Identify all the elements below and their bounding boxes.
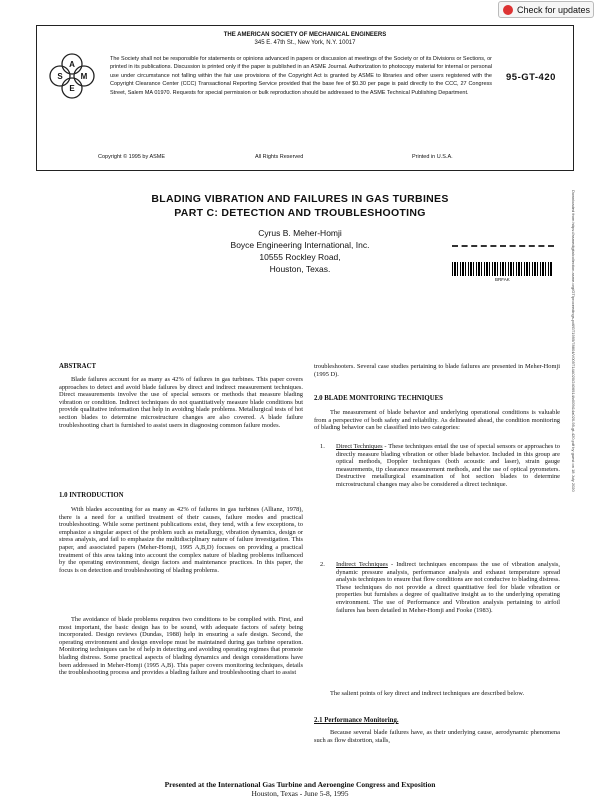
direct-techniques-text: - These techniques entail the use of special sensors or approaches to directly measure blading vibration or other blade behavior. Included in this group are optical methods, Doppler techniques (both acoustic and laser), strain gauge measurements, tip clearance measurement methods, and the use of optical pyrometers. Destructive metallurgical examination of hot section blades to determine microstructural changes may also be considered a direct technique.	[336, 443, 560, 488]
asme-header-box	[36, 25, 574, 171]
list-item-indirect-techniques	[336, 561, 560, 614]
monitoring-paragraph-2: The salient points of key direct and indirect techniques are described below.	[330, 690, 525, 697]
author-street: 10555 Rockley Road,	[259, 252, 341, 262]
check-for-updates-button[interactable]	[498, 1, 594, 18]
list-item-direct-techniques	[336, 443, 560, 489]
crossmark-icon	[503, 5, 513, 15]
performance-monitoring-text: Because several blade failures have, as their underlying cause, aerodynamic phenomena such as flow distortion, stalls,	[314, 729, 560, 744]
monitoring-heading: 2.0 BLADE MONITORING TECHNIQUES	[314, 395, 443, 402]
introduction-heading: 1.0 INTRODUCTION	[59, 492, 124, 499]
barcode-label: BRFAK	[495, 277, 510, 282]
paper-title-line-2: PART C: DETECTION AND TROUBLESHOOTING	[174, 207, 426, 219]
author-city: Houston, Texas.	[269, 264, 331, 274]
indirect-techniques-title: Indirect Techniques	[336, 561, 388, 568]
list-number-2: 2.	[320, 561, 325, 568]
rights-reserved: All Rights Reserved	[255, 154, 304, 160]
author-name: Cyrus B. Meher-Homji	[258, 228, 342, 238]
abstract-text: Blade failures account for as many as 42% of failures in gas turbines. This paper covers approaches to detect and avoid blade failures by direct and indirect measurement techniques. Direct measurements involve the use of special sensors or methods that measure blading vibration or condition. Indirect techniques do not quantitatively measure blade conditions but provide qualitative information that help in avoiding blade problems. Metallurgical tests of hot section blades to determine microstructure changes are also covered. A blade failure troubleshooting chart is furnished to assist users in diagnosing common failure modes.	[59, 376, 303, 429]
performance-monitoring-heading	[314, 717, 399, 724]
author-org: Boyce Engineering International, Inc.	[230, 240, 370, 250]
asme-logo	[44, 48, 100, 104]
download-sidebar	[568, 190, 576, 650]
paper-title-line-1: BLADING VIBRATION AND FAILURES IN GAS TURBINES	[151, 193, 449, 205]
copyright-notice: The Society shall not be responsible for statements or opinions advanced in papers or discussion at meetings of the Society or of its Divisions or Sections, or printed in its publications. Discussion is printed only if the paper is published in an ASME Journal. Authorization to photocopy material for internal or personal use under circumstance not falling within the fair use provisions of the Copyright Act is granted by ASME to libraries and other users registered with the Copyright Clearance Center (CCC) Transactional Reporting Service provided that the base fee of $0.30 per page is paid directly to the CCC, 27 Congress Street, Salem MA 01970. Requests for special permission or bulk reproduction should be addressed to the ASME Technical Publishing Department.	[110, 56, 492, 96]
logo-letter-e: E	[69, 84, 75, 93]
barcode	[452, 262, 552, 276]
intro-continued-text: troubleshooters. Several case studies pertaining to blade failures are presented in Meher-Homji (1995 D).	[314, 363, 560, 378]
logo-letter-a: A	[69, 60, 75, 69]
introduction-paragraph-1: With blades accounting for as many as 42% of failures in gas turbines (Allianz, 1978), there is a need for a unified treatment of their causes, failure modes and practical troubleshooting. While some pertinent publications exist, they tend, with a few exceptions, to emphasize a singular aspect of the problem such as metallurgy, vibration dynamics, design or stress analysis, and fail to emphasize the multidisciplinary nature of failure investigation. This paper, and associated papers (Meher-Homji, 1995 A,B,D) focuses on providing a practical treatment of this area taking into account the complex nature of blading problems influenced by the operating environment, design factors and maintenance practices. In this paper, the focus is on detection and troubleshooting of blading problems.	[59, 506, 303, 574]
conference-footer-line-2: Houston, Texas - June 5-8, 1995	[251, 789, 349, 798]
check-for-updates-label: Check for updates	[517, 4, 591, 15]
logo-letter-s: S	[57, 72, 63, 81]
abstract-heading: ABSTRACT	[59, 363, 97, 370]
direct-techniques-title: Direct Techniques	[336, 443, 383, 450]
logo-letter-m: M	[80, 72, 88, 81]
performance-monitoring-title: 2.1 Performance Monitoring.	[314, 717, 399, 724]
indirect-techniques-text: - Indirect techniques encompass the use of vibration analysis, dynamic pressure analysis, performance analysis and exhaust temperature spread analysis techniques to ensure that flow conditions are not conducive to blading distress. These techniques do not provide a direct quantitative feel for blade vibration or properties but furnishes a degree of qualitative insight as to the underlying operating environment. The use of Performance and Vibration analysis pertaining to airfoil failures has been detailed in Meher-Homji and Fooke (1983).	[336, 561, 561, 614]
introduction-paragraph-2: The avoidance of blade problems requires two conditions to be complied with. First, and most important, the basic design has to be sound, with adequate factors of safety being incorporated. Design reviews (Dundas, 1988) help in ensuring a safe design. Second, the operating environment and design envelope must be maintained during gas turbine operation. Monitoring techniques can be of help in detecting and avoiding operating regimes that promote blading distress. Some practical aspects of blading dynamics and design considerations have been addressed in Meher-Homji (1995 A,B). This paper covers monitoring techniques, details the troubleshooting process and provides a blading failure and troubleshooting chart to assist	[59, 616, 303, 677]
copyright-line: Copyright © 1995 by ASME	[98, 154, 166, 160]
barcode-dash-row	[452, 245, 554, 253]
society-address: 345 E. 47th St., New York, N.Y. 10017	[254, 40, 356, 46]
printed-in: Printed in U.S.A.	[412, 154, 453, 160]
list-number-1: 1.	[320, 443, 325, 450]
paper-number: 95-GT-420	[506, 72, 556, 83]
download-note: Downloaded from https://asmedigitalcollection.asme.org/GT/proceedings-pdf/GT1995/78804/V005T14A020/2406914/v005t14a020-95-gt-420.pdf by guest on 18 July 2020	[571, 190, 576, 492]
monitoring-paragraph-1: The measurement of blade behavior and underlying operational conditions is valuable from a perspective of both safety and reliability. As delineated ahead, the condition monitoring of blading behavior can be classified into two categories:	[314, 409, 560, 432]
conference-footer-line-1: Presented at the International Gas Turbine and Aeroengine Congress and Exposition	[164, 780, 436, 789]
society-name: THE AMERICAN SOCIETY OF MECHANICAL ENGINEERS	[223, 32, 387, 38]
